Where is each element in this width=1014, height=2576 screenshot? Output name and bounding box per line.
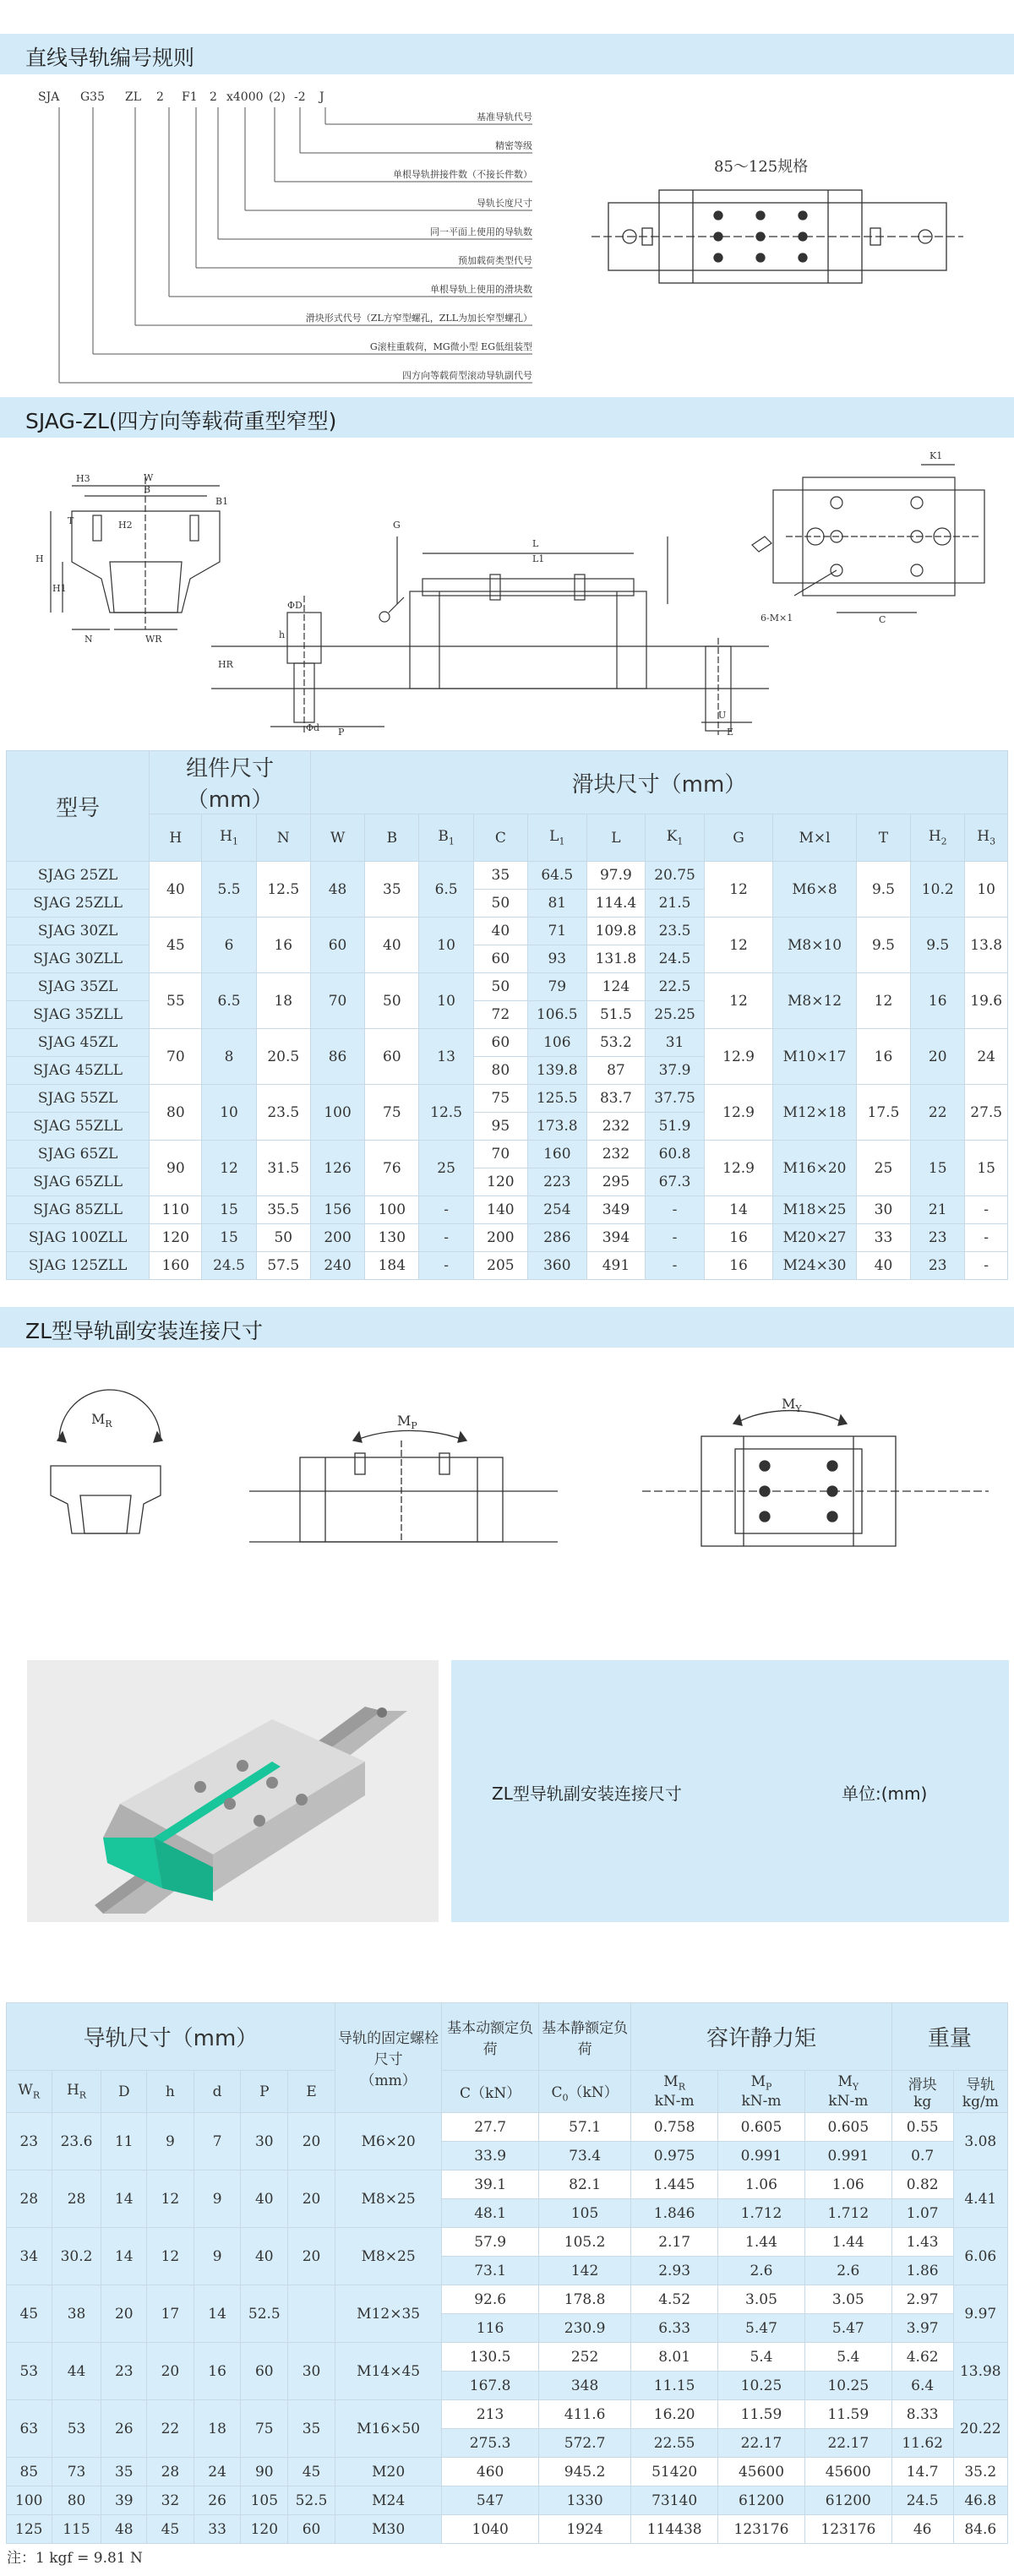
table-row: 28 28 14 12 9 40 20 M8×25 39.1 82.1 1.445 1.06 1.06 0.82 4.41 — [7, 2170, 1008, 2199]
section-header-installation — [0, 1307, 1014, 1348]
model-cell: SJAG 25ZL — [7, 862, 150, 890]
code-legend-item: 单根导轨上使用的滑块数 — [430, 284, 532, 295]
model-cell: SJAG 25ZLL — [7, 890, 150, 918]
table-row: 34 30.2 14 12 9 40 20 M8×25 57.9 105.2 2.17 1.44 1.44 1.43 6.06 — [7, 2228, 1008, 2257]
table-row: 275.3 572.7 22.55 22.17 22.17 11.62 — [7, 2429, 1008, 2458]
table-row: SJAG 65ZL 90 12 31.5 126 76 25 70 160 232 60.8 12.9 M16×20 25 15 15 — [7, 1141, 1008, 1168]
rail-load-moment-table: 导轨尺寸（mm） 导轨的固定螺栓尺寸 （mm） 基本动额定负荷 基本静额定负荷 容许静力矩 重量 $W_R$ $H_R$ D h d P E C（kN） $C_0(kN)$ $M_R$ kN-m $M_P$ kN-m $M_Y$ kN-m 滑块 kg 导轨 kg/m 23 23.6 11 9 7 30 20 M6×20 27.7 57.1 0.758 0.605 0.605 0.55 3.08 33.9 73.4 0.975 0.991 0.991 0.7 28 28 14 12 9 40 20 M8×25 39.1 82.1 1.445 1.06 1.06 0.82 4.41 48.1 105 1.846 1.712 1.712 1.07 34 30.2 14 12 9 40 20 M8×25 57.9 105.2 2.17 1.44 1.44 1.43 6.06 73.1 142 2.93 2.6 2.6 1.86 45 38 20 17 14 52.5 M12×35 92.6 178.8 4.52 3.05 3.05 2.97 9.97 116 230.9 6.33 5.47 5.47 3.97 53 44 23 20 16 60 30 M14×45 130.5 252 8.01 5.4 5.4 4.62 13.98 167.8 348 11.15 10.25 10.25 6.4 63 53 26 22 18 75 35 M16×50 213 411.6 16.20 11.59 11.59 8.33 20.22 275.3 572.7 22.55 22.17 22.17 11.62 85 73 35 28 24 90 45 M20 460 945.2 51420 45600 45600 14.7 35.2 100 80 39 32 26 105 52.5 M24 547 1330 73140 61200 61200 24.5 46.8 125 115 48 45 33 120 60 M30 1040 1924 114438 123176 123176 46 84.6 — [6, 2002, 1008, 2544]
table-row: 48.1 105 1.846 1.712 1.712 1.07 — [7, 2199, 1008, 2228]
unit-label: 单位:(mm) — [842, 1784, 928, 1804]
code-legend-item: 四方向等载荷型滚动导轨副代号 — [402, 370, 532, 381]
dimension-label: ΦD — [287, 600, 303, 611]
header-moment: 容许静力矩 — [631, 2003, 892, 2071]
numbering-rule-diagram — [0, 80, 1014, 381]
code-legend-item: 滑块形式代号（ZL方窄型螺孔，ZLL为加长窄型螺孔） — [305, 313, 532, 324]
model-cell: SJAG 30ZLL — [7, 945, 150, 973]
table-row: SJAG 30ZL 45 6 16 60 40 10 40 71 109.8 23.5 12 M8×10 9.5 9.5 13.8 — [7, 918, 1008, 945]
code-part: 2 — [156, 90, 164, 104]
section-title: SJAG-ZL(四方向等载荷重型窄型) — [25, 409, 337, 433]
header-model: 型号 — [7, 751, 150, 862]
dimension-label: C — [879, 614, 886, 625]
model-cell: SJAG 65ZLL — [7, 1168, 150, 1196]
table-row: SJAG 125ZLL 160 24.5 57.5 240 184 - 205 360 491 - 16 M24×30 40 23 - — [7, 1252, 1008, 1280]
code-legend-item: 导轨长度尺寸 — [477, 198, 532, 209]
dimension-label: H2 — [118, 520, 133, 531]
dimension-label: H3 — [76, 473, 90, 484]
dimension-label: WR — [145, 634, 162, 645]
table-row: 63 53 26 22 18 75 35 M16×50 213 411.6 16.20 11.59 11.59 8.33 20.22 — [7, 2400, 1008, 2429]
mp-label: $M_P$ — [397, 1413, 417, 1431]
header-bolt: 导轨的固定螺栓尺寸 （mm） — [335, 2003, 441, 2113]
model-cell: SJAG 55ZLL — [7, 1113, 150, 1141]
code-legend-item: 单根导轨拼接件数（不接长件数） — [393, 169, 532, 180]
footnote: 注：1 kgf = 9.81 N — [7, 2550, 143, 2567]
linear-guide-photo — [27, 1660, 439, 1922]
model-cell: SJAG 45ZL — [7, 1029, 150, 1057]
table-row: 100 80 39 32 26 105 52.5 M24 547 1330 73140 61200 61200 24.5 46.8 — [7, 2486, 1008, 2515]
table-row: SJAG 45ZL 70 8 20.5 86 60 13 60 106 53.2 31 12.9 M10×17 16 20 24 — [7, 1029, 1008, 1057]
table-row: SJAG 65ZLL 120 223 295 67.3 — [7, 1168, 1008, 1196]
code-part: 2 — [210, 90, 217, 104]
table-row: 23 23.6 11 9 7 30 20 M6×20 27.7 57.1 0.758 0.605 0.605 0.55 3.08 — [7, 2113, 1008, 2142]
dimension-label: H — [35, 553, 44, 564]
table-row: 73.1 142 2.93 2.6 2.6 1.86 — [7, 2257, 1008, 2285]
dimension-label: W — [144, 472, 154, 483]
code-part: ZL — [125, 90, 142, 104]
model-cell: SJAG 125ZLL — [7, 1252, 150, 1280]
side-view-drawing — [211, 536, 769, 735]
table-row: SJAG 55ZL 80 10 23.5 100 75 12.5 75 125.5 83.7 37.75 12.9 M12×18 17.5 22 27.5 — [7, 1085, 1008, 1113]
table-row: 125 115 48 45 33 120 60 M30 1040 1924 114438 123176 123176 46 84.6 — [7, 2515, 1008, 2544]
table-row: 167.8 348 11.15 10.25 10.25 6.4 — [7, 2372, 1008, 2400]
dimension-label: h — [279, 629, 286, 640]
dimension-label: 6-M×1 — [760, 613, 793, 624]
code-legend-item: 基准导轨代号 — [477, 112, 532, 123]
table-row: SJAG 35ZLL 72 106.5 51.5 25.25 — [7, 1001, 1008, 1029]
table-row: 45 38 20 17 14 52.5 M12×35 92.6 178.8 4.52 3.05 3.05 2.97 9.97 — [7, 2285, 1008, 2314]
panel-title: ZL型导轨副安装连接尺寸 — [492, 1784, 682, 1804]
dimension-label: L1 — [532, 553, 545, 564]
dimension-label: N — [84, 634, 93, 645]
dimension-label: U — [718, 710, 727, 721]
my-label: $M_Y$ — [782, 1396, 802, 1414]
code-part: J — [319, 90, 324, 104]
code-legend — [306, 111, 532, 381]
code-part: F1 — [182, 90, 198, 104]
code-part: x4000 — [226, 90, 264, 104]
header-static-load: 基本静额定负荷 — [538, 2003, 630, 2071]
header-weight: 重量 — [891, 2003, 1007, 2071]
table-row: SJAG 30ZLL 60 93 131.8 24.5 — [7, 945, 1008, 973]
model-cell: SJAG 85ZLL — [7, 1196, 150, 1224]
model-cell: SJAG 100ZLL — [7, 1224, 150, 1252]
dimension-label: G — [393, 520, 401, 531]
dimension-label: B1 — [215, 496, 229, 507]
block-top-view-drawing — [592, 190, 963, 283]
table-row: SJAG 55ZLL 95 173.8 232 51.9 — [7, 1113, 1008, 1141]
table-row: SJAG 25ZLL 50 81 114.4 21.5 — [7, 890, 1008, 918]
code-legend-item: 预加载荷类型代号 — [458, 255, 532, 266]
installation-note-panel — [451, 1660, 1009, 1922]
dimension-label: Φd — [306, 722, 320, 733]
table-row: 85 73 35 28 24 90 45 M20 460 945.2 51420 45600 45600 14.7 35.2 — [7, 2458, 1008, 2486]
model-cell: SJAG 45ZLL — [7, 1057, 150, 1085]
dimension-label: HR — [218, 659, 233, 670]
code-part: (2) — [269, 90, 286, 104]
section-title: 直线导轨编号规则 — [25, 46, 195, 70]
dimension-label: B — [144, 484, 151, 495]
dimension-label: P — [338, 727, 345, 738]
mr-diagram — [51, 1390, 162, 1533]
top-view-drawing — [752, 465, 984, 613]
table-row: 33.9 73.4 0.975 0.991 0.991 0.7 — [7, 2142, 1008, 2170]
table-row: SJAG 25ZL 40 5.5 12.5 48 35 6.5 35 64.5 97.9 20.75 12 M6×8 9.5 10.2 10 — [7, 862, 1008, 890]
model-cell: SJAG 30ZL — [7, 918, 150, 945]
code-legend-item: 精密等级 — [495, 140, 532, 151]
table-row: SJAG 35ZL 55 6.5 18 70 50 10 50 79 124 22.5 12 M8×12 12 16 19.6 — [7, 973, 1008, 1001]
header-block: 滑块尺寸（mm） — [310, 751, 1007, 814]
section-header-sjag-zl — [0, 397, 1014, 438]
section-title: ZL型导轨副安装连接尺寸 — [25, 1319, 264, 1343]
dimension-label: T — [68, 515, 74, 526]
code-part: -2 — [294, 90, 306, 104]
header-rail: 导轨尺寸（mm） — [7, 2003, 335, 2071]
code-parts — [38, 90, 324, 104]
code-part: SJA — [38, 90, 60, 104]
code-part: G35 — [80, 90, 105, 104]
model-cell: SJAG 55ZL — [7, 1085, 150, 1113]
sjag-zl-dimension-drawings — [0, 444, 1014, 738]
dimension-label: E — [727, 727, 734, 738]
my-diagram — [642, 1411, 989, 1546]
dimension-label: H1 — [52, 583, 67, 594]
table-row: SJAG 45ZLL 80 139.8 87 37.9 — [7, 1057, 1008, 1085]
spec-label: 85～125规格 — [714, 158, 809, 176]
dimension-label: L — [532, 538, 539, 549]
dimension-label: K1 — [930, 450, 943, 461]
table-row: SJAG 85ZLL 110 15 35.5 156 100 - 140 254 349 - 14 M18×25 30 21 - — [7, 1196, 1008, 1224]
header-assembly: 组件尺寸（mm） — [150, 751, 311, 814]
model-cell: SJAG 35ZLL — [7, 1001, 150, 1029]
mr-label: $M_R$ — [91, 1411, 112, 1430]
section-header-numbering — [0, 34, 1014, 74]
code-legend-item: 同一平面上使用的导轨数 — [430, 226, 532, 237]
model-cell: SJAG 65ZL — [7, 1141, 150, 1168]
table-row: 116 230.9 6.33 5.47 5.47 3.97 — [7, 2314, 1008, 2343]
sjag-zl-dimension-table: 型号 组件尺寸（mm） 滑块尺寸（mm） H $H_1$ N W B $B_1$ C $L_1$ L $K_1$ G M×l T $H_2$ $H_3$ SJAG 25ZL 40 5.5 12.5 48 35 6.5 35 64.5 97.9 20.75 12 M6×8 9.5 10.2 10 SJAG 25ZLL 50 81 114.4 21.5 SJAG 30ZL 45 6 16 60 40 10 40 71 109.8 23.5 12 M8×10 9.5 9.5 13.8 SJAG 30ZLL 60 93 131.8 24.5 SJAG 35ZL 55 6.5 18 70 50 10 50 79 124 22.5 12 M8×12 12 16 19.6 SJAG 35ZLL 72 106.5 51.5 25.25 SJAG 45ZL 70 8 20.5 86 60 13 60 106 53.2 31 12.9 M10×17 16 20 24 SJAG 45ZLL 80 139.8 87 37.9 SJAG 55ZL 80 10 23.5 100 75 12.5 75 125.5 83.7 37.75 12.9 M12×18 17.5 22 27.5 SJAG 55ZLL 95 173.8 232 51.9 SJAG 65ZL 90 12 31.5 126 76 25 70 160 232 60.8 12.9 M16×20 25 15 15 SJAG 65ZLL 120 223 295 67.3 SJAG 85ZLL 110 15 35.5 156 100 - 140 254 349 - 14 M18×25 30 21 - SJAG 100ZLL 120 15 50 200 130 - 200 286 394 - 16 M20×27 33 23 - SJAG 125ZLL 160 24.5 57.5 240 184 - 205 360 491 - 16 M24×30 40 23 - — [6, 750, 1008, 1280]
model-cell: SJAG 35ZL — [7, 973, 150, 1001]
header-dynamic-load: 基本动额定负荷 — [442, 2003, 539, 2071]
mp-diagram — [249, 1430, 558, 1542]
table-row: SJAG 100ZLL 120 15 50 200 130 - 200 286 394 - 16 M20×27 33 23 - — [7, 1224, 1008, 1252]
code-legend-item: G滚柱重载荷，MG微小型 EG低组装型 — [369, 341, 532, 352]
product-photo-panel — [27, 1660, 439, 1922]
table-row: 53 44 23 20 16 60 30 M14×45 130.5 252 8.01 5.4 5.4 4.62 13.98 — [7, 2343, 1008, 2372]
front-view-drawing — [51, 477, 220, 629]
static-moment-diagrams — [0, 1373, 1014, 1567]
